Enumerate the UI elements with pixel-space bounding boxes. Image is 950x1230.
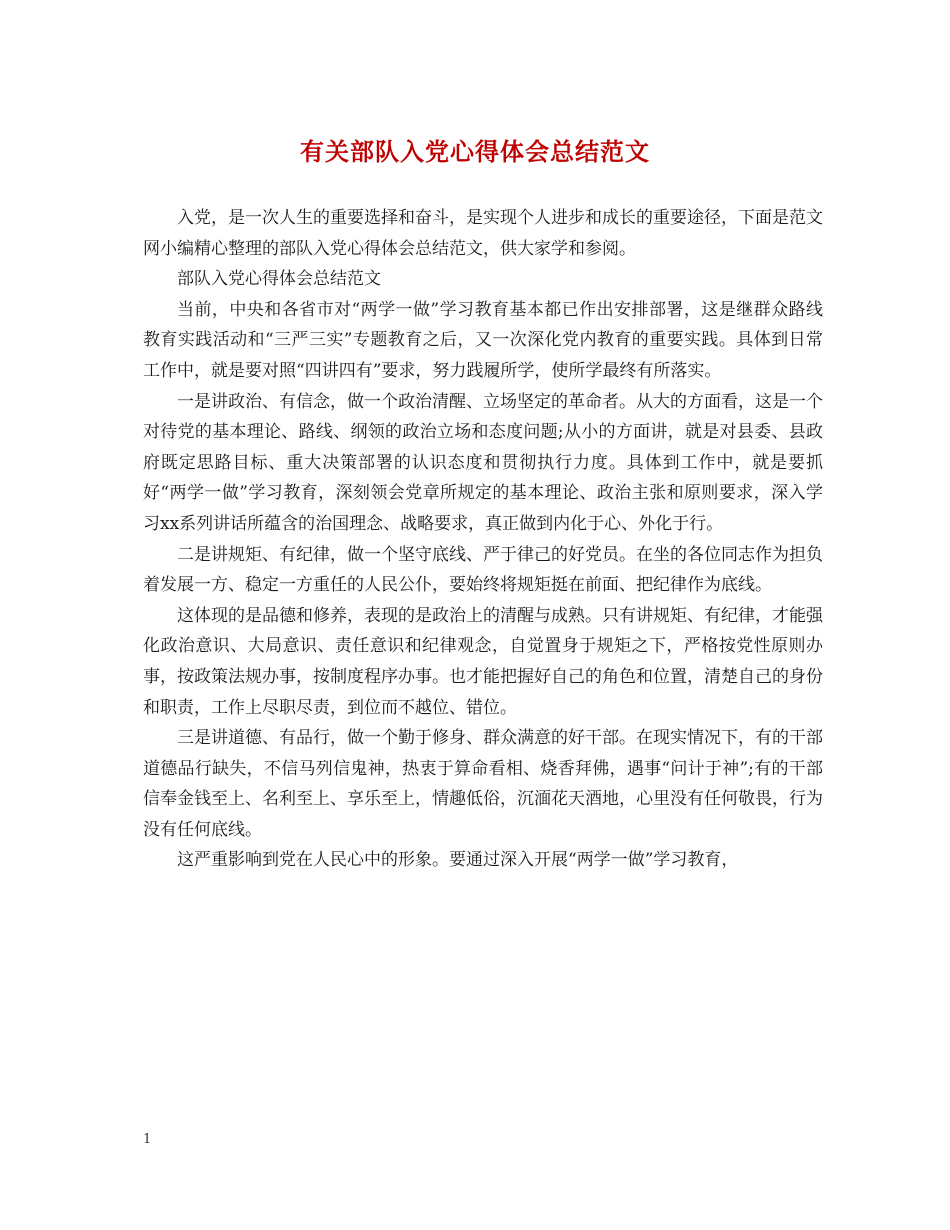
page-number: 1 bbox=[143, 1132, 152, 1147]
body-paragraph: 这严重影响到党在人民心中的形象。要通过深入开展“两学一做”学习教育， bbox=[177, 850, 739, 871]
body-paragraph: 这体现的是品德和修养，表现的是政治上的清醒与成熟。只有讲规矩、有纪律，才能强化政治意识、大局意识、责任意识和纪律观念，自觉置身于规矩之下，严格按党性原则办事，按政策法规办事，按制度程序办事。也才能把握好自己的角色和位置，清楚自己的身份和职责，工作上尽职尽责，到位而不越位、错位。 bbox=[143, 605, 823, 718]
body-paragraph: 三是讲道德、有品行，做一个勤于修身、群众满意的好干部。在现实情况下，有的干部道德品行缺失，不信马列信鬼神，热衷于算命看相、烧香拜佛，遇事“问计于神”;有的干部信奉金钱至上、名利至上、享乐至上，情趣低俗，沉湎花天酒地，心里没有任何敬畏，行为没有任何底线。 bbox=[143, 728, 823, 840]
intro-paragraph: 入党，是一次人生的重要选择和奋斗，是实现个人进步和成长的重要途径，下面是范文网小编精心整理的部队入党心得体会总结范文，供大家学和参阅。 bbox=[143, 208, 823, 259]
document-body bbox=[143, 203, 823, 876]
document-title: 有关部队入党心得体会总结范文 bbox=[300, 137, 650, 166]
section-heading: 部队入党心得体会总结范文 bbox=[177, 269, 381, 290]
body-paragraph: 二是讲规矩、有纪律，做一个坚守底线、严于律己的好党员。在坐的各位同志作为担负着发展一方、稳定一方重任的人民公仆，要始终将规矩挺在前面、把纪律作为底线。 bbox=[143, 544, 823, 596]
body-paragraph: 当前，中央和各省市对“两学一做”学习教育基本都已作出安排部署，这是继群众路线教育实践活动和“三严三实”专题教育之后，又一次深化党内教育的重要实践。具体到日常工作中，就是要对照“四讲四有”要求，努力践履所学，使所学最终有所落实。 bbox=[143, 299, 823, 381]
body-paragraph: 一是讲政治、有信念，做一个政治清醒、立场坚定的革命者。从大的方面看，这是一个对待党的基本理论、路线、纲领的政治立场和态度问题;从小的方面讲，就是对县委、县政府既定思路目标、重大决策部署的认识态度和贯彻执行力度。具体到工作中，就是要抓好“两学一做”学习教育，深刻领会党章所规定的基本理论、政治主张和原则要求，深入学习xx系列讲话所蕴含的治国理念、战略要求，真正做到内化于心、外化于行。 bbox=[143, 391, 823, 534]
